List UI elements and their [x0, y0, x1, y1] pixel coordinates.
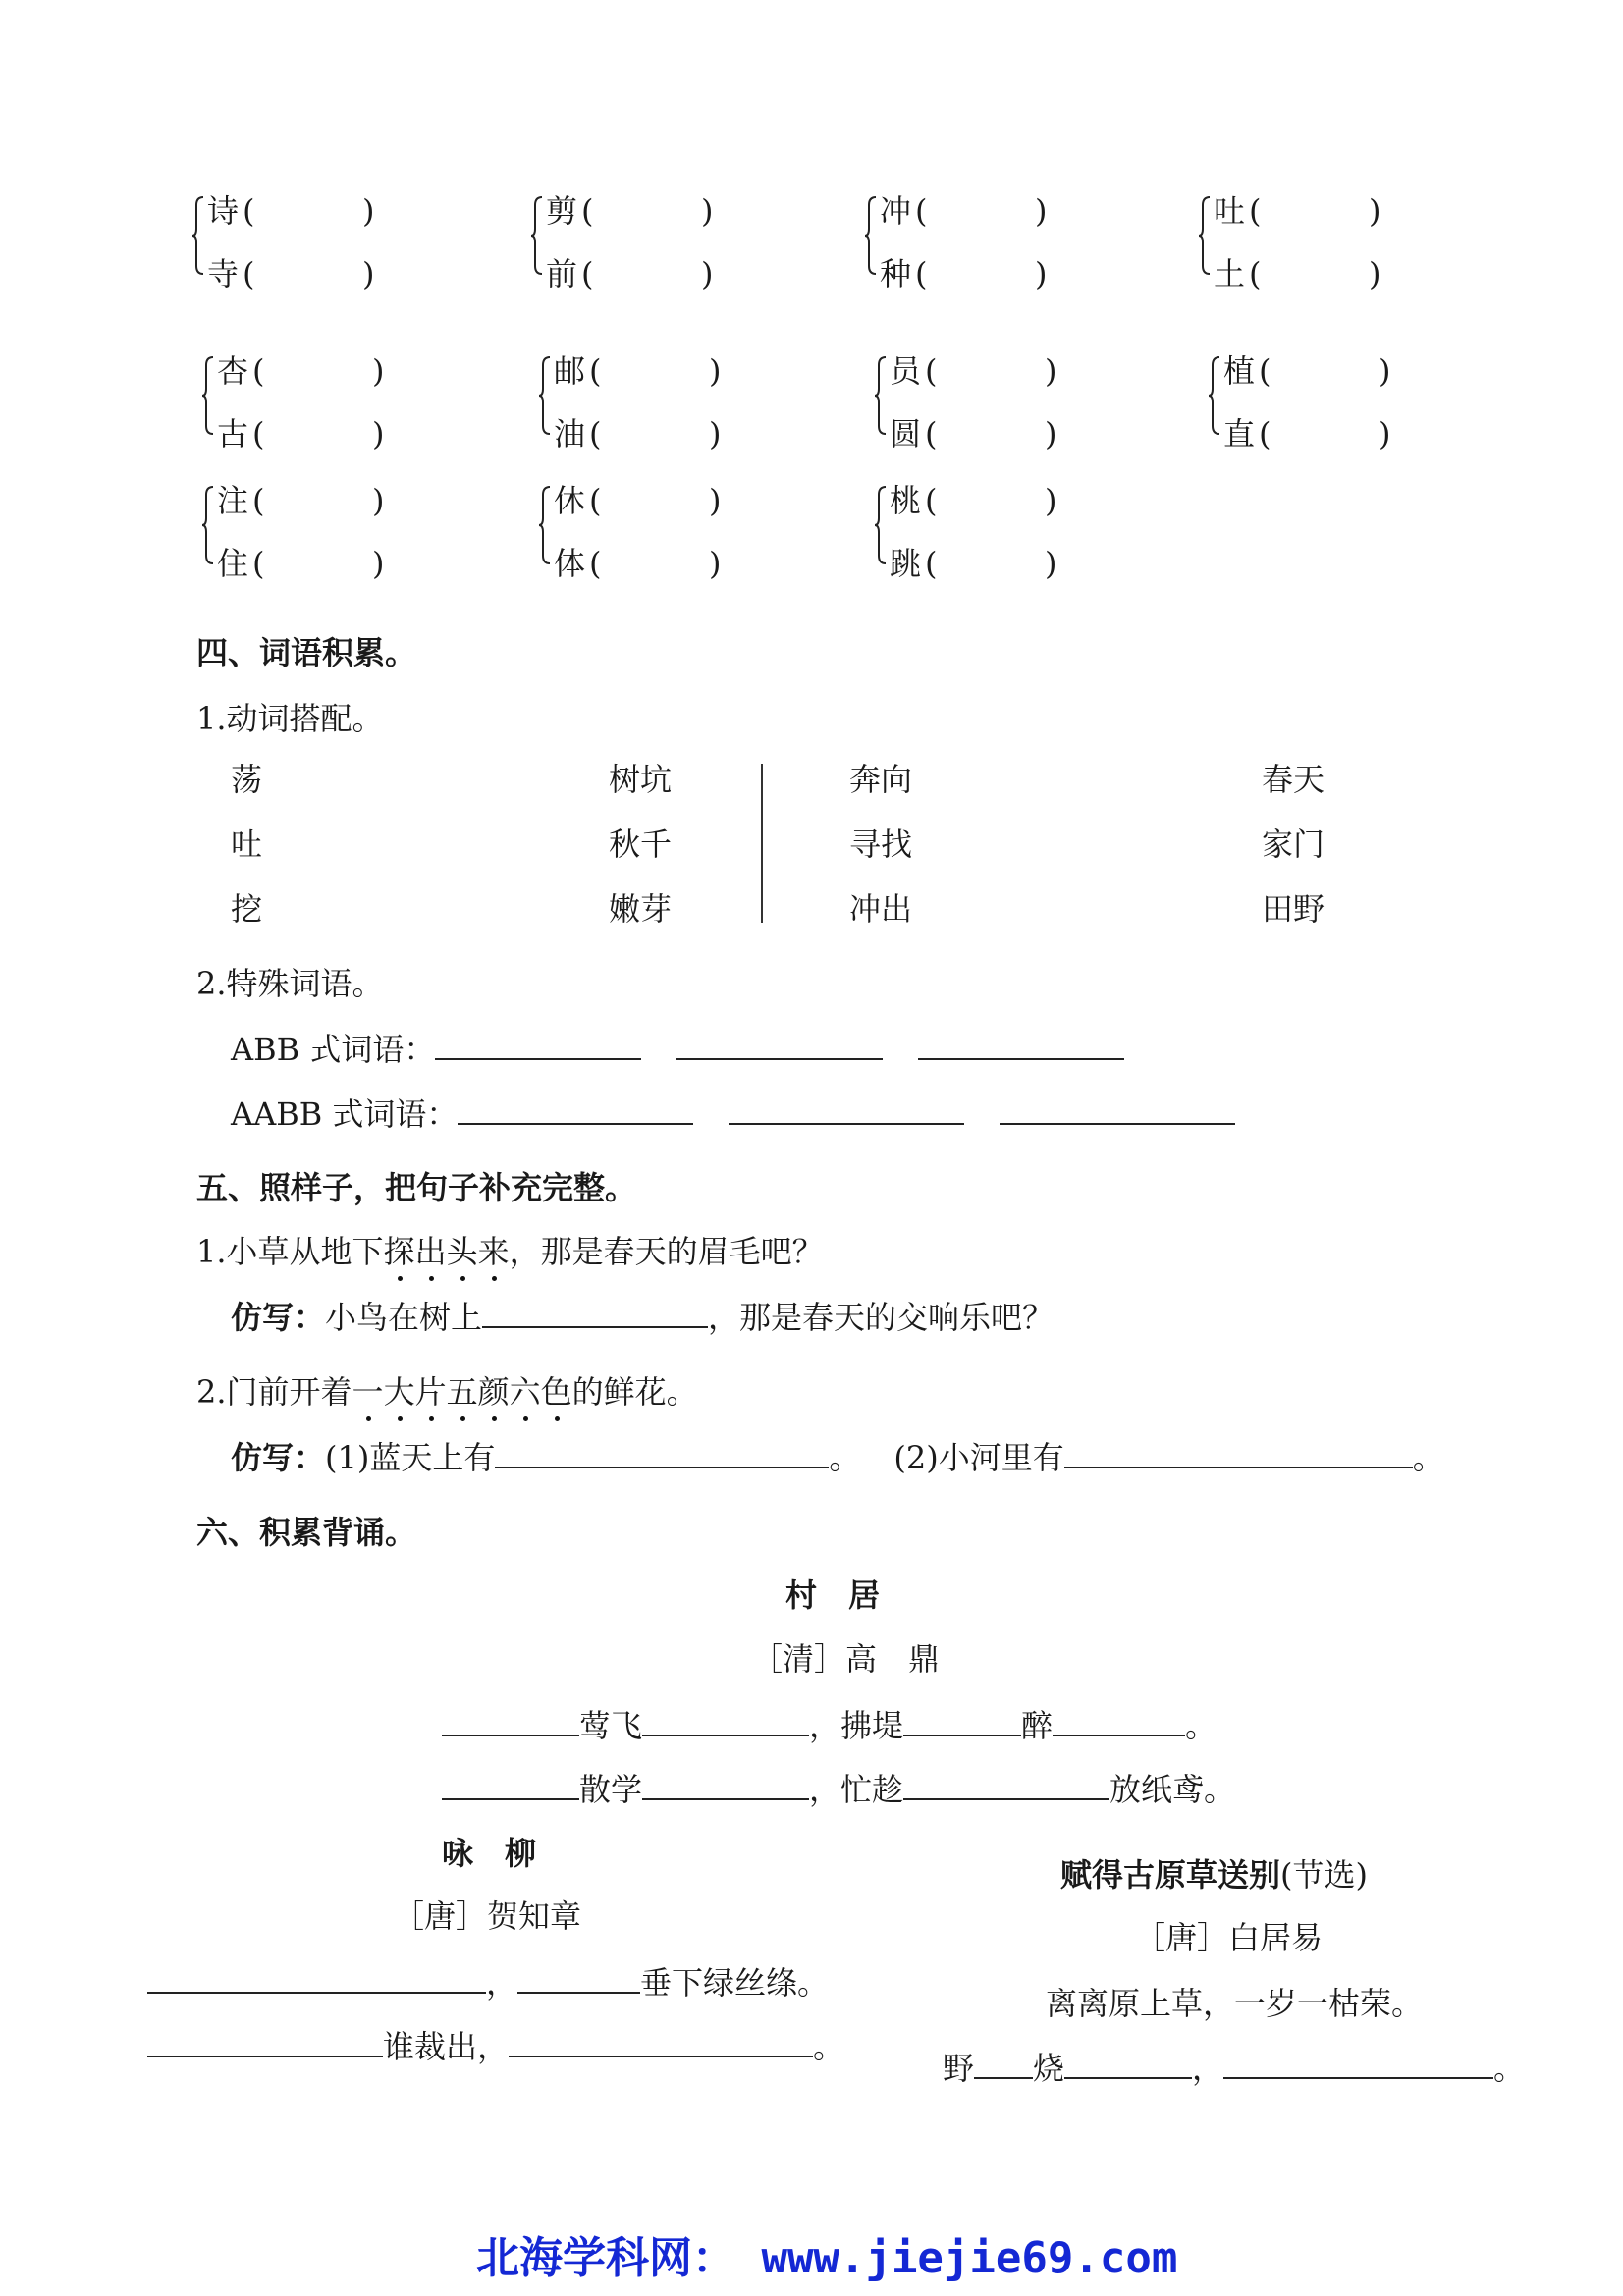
pair-open-top[interactable]: (: [915, 192, 928, 230]
pair-row-bottom: [880, 254, 1047, 294]
char-pair: [530, 191, 785, 299]
abb-blank-1[interactable]: [435, 1029, 641, 1060]
poem1-blank-4[interactable]: [1053, 1705, 1185, 1736]
pair-close-bottom: ): [372, 415, 385, 453]
char-pair: [864, 191, 1119, 299]
left-verb-3: 挖: [231, 890, 263, 928]
pair-open-top[interactable]: (: [1249, 192, 1262, 230]
poem3-blank-2[interactable]: [1064, 2048, 1192, 2079]
pair-char-top: 注: [217, 482, 249, 519]
poem2-title: 咏 柳: [442, 1835, 537, 1872]
pair-close-bottom: ): [1035, 255, 1048, 293]
abb-label: ABB 式词语：: [231, 1031, 436, 1068]
aabb-blank-2[interactable]: [729, 1094, 964, 1125]
pair-row-bottom: [1214, 254, 1380, 294]
section4-title: 四、词语积累。: [196, 634, 417, 671]
pair-row-top: [207, 191, 374, 231]
aabb-blank-3[interactable]: [1000, 1094, 1235, 1125]
poem2-blank-1[interactable]: [147, 1962, 486, 1994]
char-pair: [874, 481, 1129, 589]
right-verb-2: 寻找: [849, 826, 913, 863]
poem3-title: 赋得古原草送别: [1060, 1856, 1281, 1894]
pair-open-top[interactable]: (: [1259, 352, 1271, 390]
brace-icon: [201, 485, 215, 565]
fx2-a: (1)蓝天上有: [325, 1439, 496, 1476]
brace-icon: [530, 195, 544, 276]
pair-open-bottom[interactable]: (: [925, 545, 938, 582]
poem2-line2: [147, 2026, 844, 2066]
q2-pre: 2.门前开着: [196, 1373, 352, 1411]
section5-q1: [196, 1232, 824, 1271]
pair-close-top: ): [1045, 352, 1057, 390]
poem3-l2-c: ，: [1192, 2050, 1224, 2087]
poem1-blank-1[interactable]: [442, 1705, 579, 1736]
emphasis-char: 头: [446, 1233, 478, 1270]
char-pair: [201, 351, 457, 459]
pair-row-top: [880, 191, 1047, 231]
emphasis-char: 五: [446, 1373, 478, 1411]
emphasis-char: 一: [352, 1373, 384, 1411]
poem3-line2: [943, 2048, 1525, 2088]
pair-row-top: [554, 351, 721, 391]
pair-row-bottom: [554, 414, 721, 454]
pair-open-top[interactable]: (: [252, 482, 265, 519]
poem1-blank-7[interactable]: [903, 1769, 1109, 1800]
brace-icon: [201, 355, 215, 436]
poem2-blank-3[interactable]: [147, 2026, 383, 2057]
pair-open-bottom[interactable]: (: [589, 415, 602, 453]
pair-close-top: ): [1369, 192, 1381, 230]
pair-row-bottom: [546, 254, 713, 294]
pair-open-top[interactable]: (: [252, 352, 265, 390]
poem3-blank-1[interactable]: [974, 2048, 1033, 2079]
q1-pre: 1.小草从地下: [196, 1233, 384, 1270]
section5-q2: [196, 1372, 698, 1412]
poem1-title: 村 居: [785, 1576, 881, 1614]
poem3-blank-3[interactable]: [1223, 2048, 1493, 2079]
emphasis-char: 探: [383, 1233, 415, 1270]
right-object-2: 家门: [1262, 826, 1325, 863]
poem2-l1-a: ，: [486, 1964, 518, 2002]
poem2-line1: [147, 1962, 829, 2002]
poem1-blank-6[interactable]: [642, 1769, 809, 1800]
poem3-author: ［唐］白居易: [1134, 1919, 1324, 1956]
char-pair: [191, 191, 447, 299]
poem2-author: ［唐］贺知章: [393, 1897, 582, 1935]
brace-icon: [1208, 355, 1221, 436]
char-pair: [538, 481, 793, 589]
brace-icon: [874, 355, 888, 436]
pair-char-top: 吐: [1214, 192, 1246, 230]
poem1-l1-a: 莺飞: [579, 1707, 643, 1744]
emphasis-char: 六: [509, 1373, 541, 1411]
pair-open-bottom[interactable]: (: [1249, 255, 1262, 293]
pair-char-bottom: 体: [554, 545, 586, 582]
char-pair: [538, 351, 793, 459]
pair-char-bottom: 住: [217, 545, 249, 582]
left-verb-2: 吐: [231, 826, 263, 863]
footer-watermark: 北海学科网： www.jiejie69.com: [476, 2233, 1178, 2283]
poem1-author: ［清］高 鼎: [751, 1640, 941, 1678]
pair-open-top[interactable]: (: [589, 352, 602, 390]
pair-char-bottom: 前: [546, 255, 578, 293]
emphasis-char: 色: [540, 1373, 572, 1411]
pair-row-top: [890, 481, 1056, 520]
poem3-l2-b: 烧: [1033, 2050, 1065, 2087]
abb-blank-3[interactable]: [918, 1029, 1124, 1060]
pair-close-bottom: ): [709, 415, 722, 453]
pair-open-bottom[interactable]: (: [915, 255, 928, 293]
poem2-l2-a: 谁裁出，: [383, 2028, 510, 2065]
pair-char-bottom: 跳: [890, 545, 922, 582]
abb-blank-2[interactable]: [676, 1029, 883, 1060]
brace-icon: [874, 485, 888, 565]
brace-icon: [191, 195, 205, 276]
pair-close-bottom: ): [1369, 255, 1381, 293]
pair-close-top: ): [1035, 192, 1048, 230]
pair-close-top: ): [1379, 352, 1391, 390]
poem2-blank-4[interactable]: [509, 2026, 813, 2057]
poem2-blank-2[interactable]: [517, 1962, 640, 1994]
pair-char-bottom: 直: [1223, 415, 1256, 453]
emphasis-char: 来: [477, 1233, 510, 1270]
pair-close-bottom: ): [709, 545, 722, 582]
pair-char-top: 邮: [554, 352, 586, 390]
pair-char-bottom: 油: [554, 415, 586, 453]
pair-char-top: 诗: [207, 192, 240, 230]
pair-row-bottom: [217, 544, 384, 583]
pair-open-bottom[interactable]: (: [925, 415, 938, 453]
pair-char-bottom: 寺: [207, 255, 240, 293]
char-pair: [1198, 191, 1453, 299]
pair-row-bottom: [207, 254, 374, 294]
char-pair: [1208, 351, 1463, 459]
left-object-1: 树坑: [609, 761, 673, 798]
pair-open-top[interactable]: (: [589, 482, 602, 519]
fx2-label: 仿写：: [231, 1439, 326, 1476]
fx2-end-2: 。: [1412, 1439, 1444, 1476]
pair-char-top: 剪: [546, 192, 578, 230]
fx1-label: 仿写：: [231, 1299, 326, 1336]
pair-row-top: [890, 351, 1056, 391]
pair-row-top: [1214, 191, 1380, 231]
poem3-line1: 离离原上草，一岁一枯荣。: [1046, 1985, 1424, 2022]
pair-row-bottom: [554, 544, 721, 583]
pair-row-bottom: [890, 414, 1056, 454]
fx2-end-1: 。: [829, 1439, 861, 1476]
poem2-l2-b: 。: [813, 2028, 845, 2065]
fx1-row: [231, 1297, 1054, 1337]
pair-open-top[interactable]: (: [581, 192, 594, 230]
pair-close-top: ): [701, 192, 714, 230]
pair-open-bottom[interactable]: (: [252, 545, 265, 582]
aabb-label: AABB 式词语：: [231, 1095, 459, 1133]
char-pair: [201, 481, 457, 589]
pair-row-bottom: [217, 414, 384, 454]
poem1-l1-c: 醉: [1021, 1707, 1054, 1744]
pair-char-top: 植: [1223, 352, 1256, 390]
pair-char-top: 员: [890, 352, 922, 390]
pair-open-top[interactable]: (: [243, 192, 255, 230]
poem1-blank-3[interactable]: [903, 1705, 1021, 1736]
pair-open-bottom[interactable]: (: [1259, 415, 1271, 453]
q2-dotted-words: [352, 1373, 572, 1411]
emphasis-char: 出: [414, 1233, 447, 1270]
pair-char-bottom: 土: [1214, 255, 1246, 293]
pair-close-top: ): [709, 352, 722, 390]
poem1-line1: [442, 1705, 1217, 1745]
pair-close-bottom: ): [1045, 415, 1057, 453]
pair-row-top: [554, 481, 721, 520]
poem1-l1-b: ，拂堤: [809, 1707, 904, 1744]
pair-open-top[interactable]: (: [925, 482, 938, 519]
right-verb-1: 奔向: [849, 761, 913, 798]
poem1-l2-b: ，忙趁: [809, 1771, 904, 1808]
pair-close-top: ): [372, 352, 385, 390]
section5-title: 五、照样子，把句子补充完整。: [196, 1169, 637, 1206]
fx2-b: (2)小河里有: [893, 1439, 1064, 1476]
section6-title: 六、积累背诵。: [196, 1514, 417, 1551]
pair-close-bottom: ): [1379, 415, 1391, 453]
pair-row-top: [217, 351, 384, 391]
pair-close-bottom: ): [372, 545, 385, 582]
poem1-l2-a: 散学: [579, 1771, 643, 1808]
section4-q2: 2.特殊词语。: [196, 965, 384, 1002]
emphasis-char: 大: [383, 1373, 415, 1411]
pair-row-bottom: [890, 544, 1056, 583]
pair-close-top: ): [362, 192, 375, 230]
pair-char-top: 冲: [880, 192, 912, 230]
brace-icon: [1198, 195, 1212, 276]
brace-icon: [538, 355, 552, 436]
char-pair: [874, 351, 1129, 459]
pair-close-top: ): [372, 482, 385, 519]
pair-close-bottom: ): [1045, 545, 1057, 582]
aabb-row: [231, 1094, 1235, 1134]
pair-row-top: [1223, 351, 1390, 391]
pair-close-bottom: ): [701, 255, 714, 293]
brace-icon: [538, 485, 552, 565]
fx1-post: ，那是春天的交响乐吧？: [708, 1299, 1055, 1336]
pair-row-top: [546, 191, 713, 231]
q1-post: ，那是春天的眉毛吧？: [509, 1233, 824, 1270]
pair-open-top[interactable]: (: [925, 352, 938, 390]
abb-row: [231, 1029, 1124, 1069]
aabb-blank-1[interactable]: [458, 1094, 693, 1125]
left-verb-1: 荡: [231, 761, 263, 798]
right-verb-3: 冲出: [849, 890, 913, 928]
right-object-3: 田野: [1262, 890, 1325, 928]
pair-open-bottom[interactable]: (: [252, 415, 265, 453]
poem3-l2-a: 野: [943, 2050, 975, 2087]
fx2-blank-2[interactable]: [1064, 1437, 1413, 1468]
fx1-blank[interactable]: [482, 1297, 708, 1328]
pair-char-bottom: 古: [217, 415, 249, 453]
emphasis-char: 片: [414, 1373, 447, 1411]
pair-close-top: ): [1045, 482, 1057, 519]
pair-open-bottom[interactable]: (: [589, 545, 602, 582]
pair-row-top: [217, 481, 384, 520]
left-object-2: 秋千: [609, 826, 673, 863]
poem1-l2-c: 放纸鸢。: [1109, 1771, 1236, 1808]
pair-char-bottom: 圆: [890, 415, 922, 453]
poem3-l2-d: 。: [1493, 2050, 1526, 2087]
left-object-3: 嫩芽: [609, 890, 673, 928]
section4-q1: 1.动词搭配。: [196, 700, 384, 737]
emphasis-char: 颜: [477, 1373, 510, 1411]
poem3-title-row: [1060, 1855, 1368, 1895]
fx2-row: [231, 1437, 1444, 1477]
pair-char-top: 桃: [890, 482, 922, 519]
pair-row-bottom: [1223, 414, 1390, 454]
poem1-blank-2[interactable]: [642, 1705, 809, 1736]
pair-open-bottom[interactable]: (: [243, 255, 255, 293]
q1-dotted-words: [384, 1233, 510, 1270]
pair-char-bottom: 种: [880, 255, 912, 293]
pair-close-bottom: ): [362, 255, 375, 293]
poem3-note: (节选): [1280, 1856, 1368, 1894]
brace-icon: [864, 195, 878, 276]
right-object-1: 春天: [1262, 761, 1325, 798]
poem1-blank-5[interactable]: [442, 1769, 579, 1800]
match-divider: [761, 764, 763, 923]
fx1-pre: 小鸟在树上: [325, 1299, 483, 1336]
pair-char-top: 休: [554, 482, 586, 519]
pair-open-bottom[interactable]: (: [581, 255, 594, 293]
poem1-l1-d: 。: [1185, 1707, 1217, 1744]
pair-close-top: ): [709, 482, 722, 519]
fx2-blank-1[interactable]: [495, 1437, 829, 1468]
poem2-l1-b: 垂下绿丝绦。: [640, 1964, 830, 2002]
pair-char-top: 杏: [217, 352, 249, 390]
poem1-line2: [442, 1769, 1235, 1809]
q2-post: 的鲜花。: [571, 1373, 698, 1411]
